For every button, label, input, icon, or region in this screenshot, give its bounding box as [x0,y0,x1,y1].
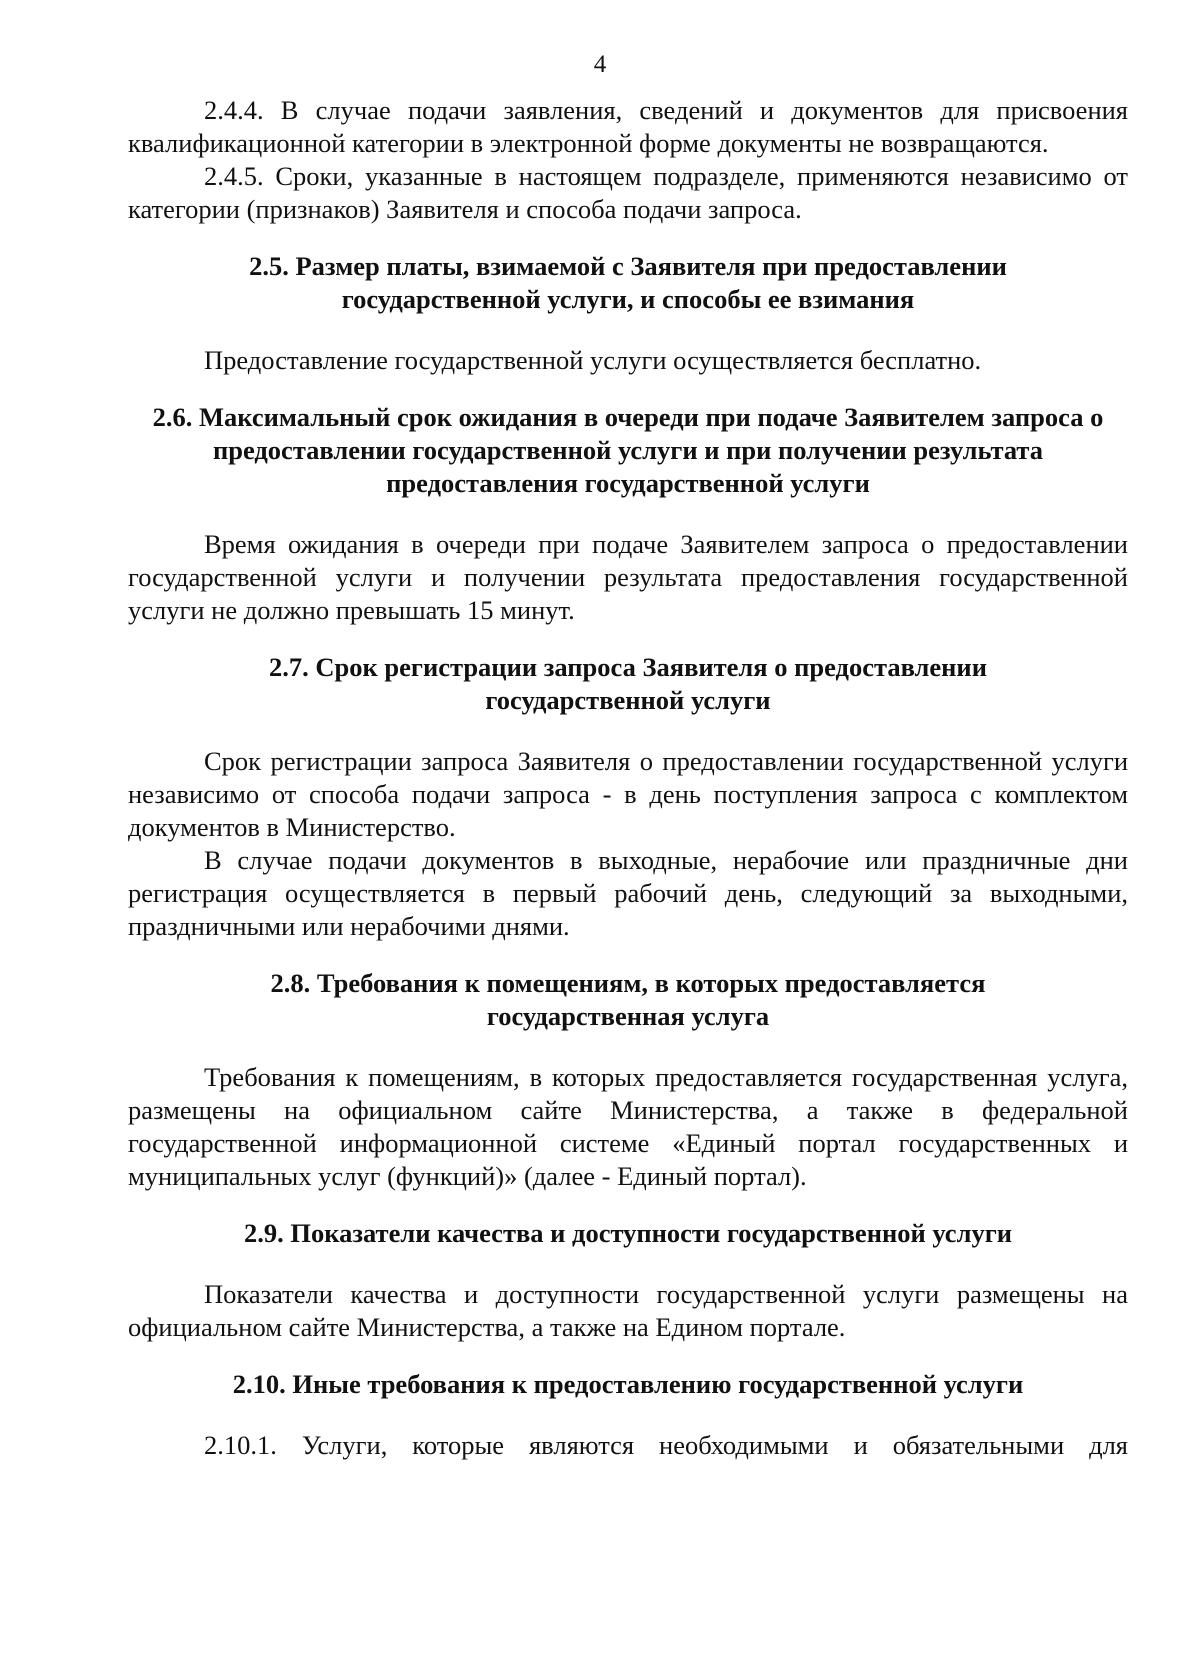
heading-2-7: 2.7. Срок регистрации запроса Заявителя о предоставлении государственной услуги [269,652,987,715]
paragraph-2-5: Предоставление государственной услуги осуществляется бесплатно. [204,345,982,375]
paragraph-2-7-a: Срок регистрации запроса Заявителя о предоставлении государственной услуги независимо от способа подачи запроса - в день поступления запроса с комплектом документов в Министерство. [128,746,1128,842]
paragraph-2-4-4: 2.4.4. В случае подачи заявления, сведений и документов для присвоения квалификационной категории в электронной форме документы не возвращаются. [128,95,1128,158]
paragraph-2-8: Требования к помещениям, в которых предоставляется государственная услуга, размещены на официальном сайте Министерства, а также в федеральной государственной информационной системе «Единый портал государственных и муниципальных услуг (функций)» (далее - Единый портал). [128,1062,1128,1191]
heading-2-6: 2.6. Максимальный срок ожидания в очереди при подаче Заявителем запроса о предоставлении государственной услуги и при получении результата предоставления государственной услуги [152,402,1104,498]
paragraph-2-9: Показатели качества и доступности государственной услуги размещены на официальном сайте Министерства, а также на Едином портале. [128,1279,1128,1342]
paragraph-2-7-b: В случае подачи документов в выходные, нерабочие или праздничные дни регистрация осуществляется в первый рабочий день, следующий за выходными, праздничными или нерабочими днями. [128,845,1128,941]
heading-2-10: 2.10. Иные требования к предоставлению государственной услуги [232,1369,1024,1399]
paragraph-2-10-1: 2.10.1. Услуги, которые являются необходимыми и обязательными для [204,1430,1128,1460]
paragraph-2-6: Время ожидания в очереди при подаче Заявителем запроса о предоставлении государственной услуги и получении результата предоставления государственной услуги не должно превышать 15 минут. [128,529,1128,625]
heading-2-5: 2.5. Размер платы, взимаемой с Заявителя при предоставлении государственной услуги, и способы ее взимания [249,251,1007,314]
page-content [128,94,1128,1462]
heading-2-8: 2.8. Требования к помещениям, в которых предоставляется государственная услуга [270,968,986,1031]
page-number: 4 [593,51,607,78]
heading-2-9: 2.9. Показатели качества и доступности государственной услуги [243,1218,1012,1248]
paragraph-2-4-5: 2.4.5. Сроки, указанные в настоящем подразделе, применяются независимо от категории (признаков) Заявителя и способа подачи запроса. [128,161,1128,224]
